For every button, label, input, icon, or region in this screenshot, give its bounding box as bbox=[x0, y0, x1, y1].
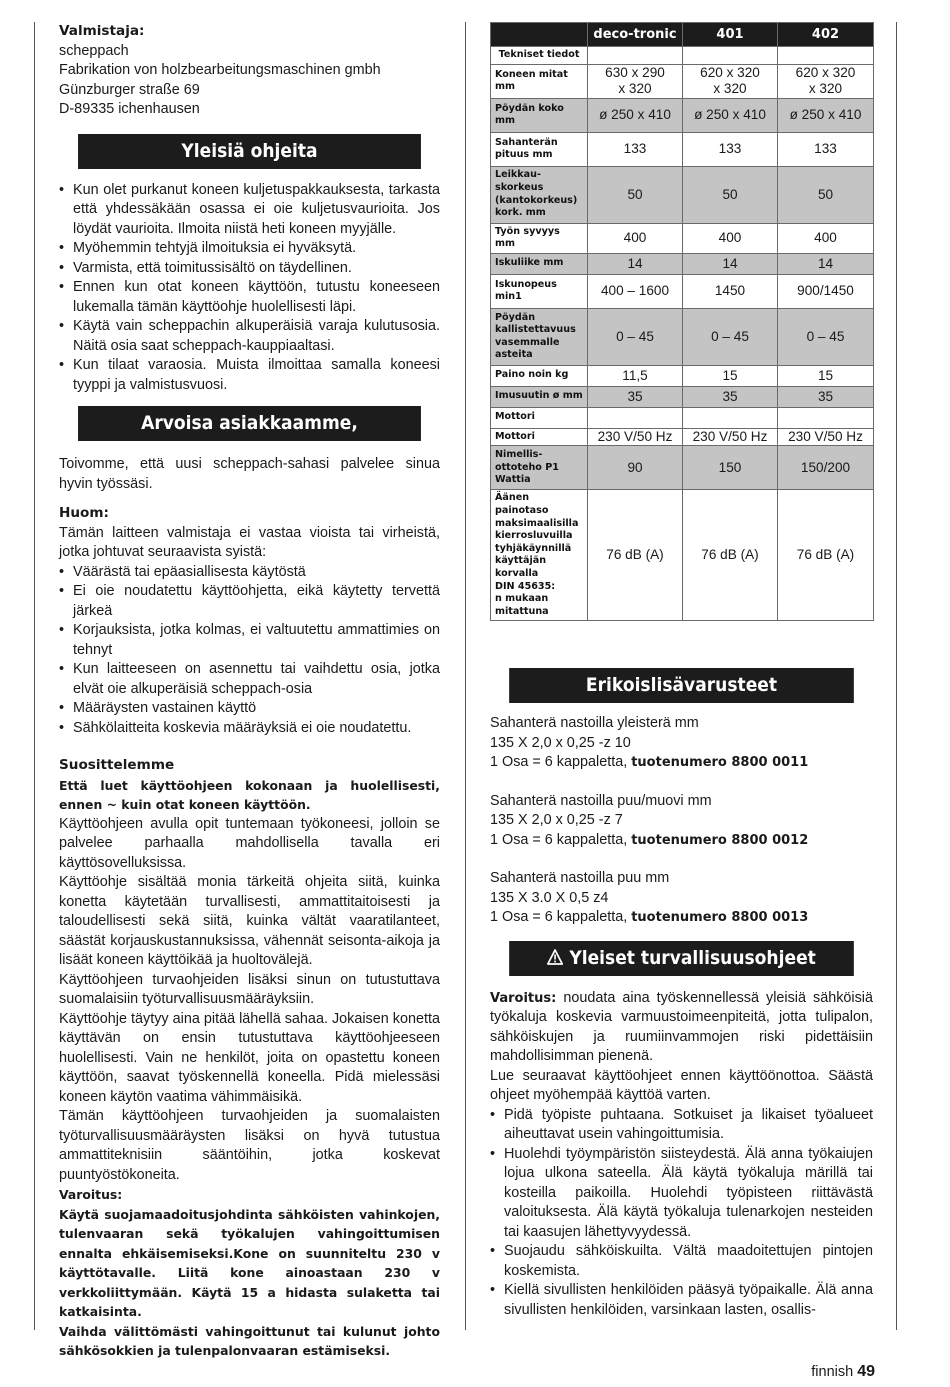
table-header-model: 402 bbox=[778, 23, 874, 47]
table-cell: ø 250 x 410 bbox=[588, 98, 683, 132]
table-row-label: Pöydän koko mm bbox=[491, 98, 588, 132]
table-cell: 230 V/50 Hz bbox=[588, 428, 683, 446]
right-column bbox=[490, 22, 873, 1320]
table-row-label: Iskunopeus min1 bbox=[491, 274, 588, 308]
table-row bbox=[491, 490, 874, 621]
table-cell: 50 bbox=[588, 166, 683, 223]
table-row bbox=[491, 274, 874, 308]
list-item: • Myöhemmin tehtyjä ilmoituksia ei hyväksytä. bbox=[59, 239, 440, 259]
table-cell: 1450 bbox=[683, 274, 778, 308]
note-list bbox=[59, 563, 440, 739]
recommend-paragraph: Käyttöohjeen avulla opit tuntemaan työkoneesi, jolloin se palvelee parhaalla mahdollisella tavalla eri käyttösovelluksissa. bbox=[59, 815, 440, 871]
table-row-label: Imusuutin ø mm bbox=[491, 386, 588, 407]
general-instructions-list bbox=[59, 181, 440, 396]
table-cell: 0 – 45 bbox=[588, 308, 683, 365]
safety-warning bbox=[490, 989, 873, 1067]
list-item: • Kiellä sivullisten henkilöiden pääsyä työpaikalle. Älä anna sivullisten henkilöiden, varsinkaan lasten, osallis- bbox=[490, 1281, 873, 1320]
table-cell: 35 bbox=[588, 386, 683, 407]
table-cell: 150/200 bbox=[778, 446, 874, 490]
maker-line: scheppach bbox=[59, 42, 129, 59]
table-cell-empty bbox=[683, 407, 778, 428]
table-cell: 150 bbox=[683, 446, 778, 490]
warning-bold-text: Käytä suojamaadoitusjohdinta sähköisten vahinkojen, tulenvaaran sekä työkalujen vahingoittumisen ennalta ehkäisemiseksi.Kone on suunniteltu 230 v käyttötavalle. Liitä kone ainoastaan 230 v verkkoliittymään. Käytä 15 a hidasta sulaketta tai katkaisinta. bbox=[59, 1206, 440, 1319]
table-cell: 90 bbox=[588, 446, 683, 490]
table-row-label: Iskuliike mm bbox=[491, 253, 588, 274]
list-item: • Määräysten vastainen käyttö bbox=[59, 699, 440, 719]
table-cell: 620 x 320 x 320 bbox=[683, 64, 778, 98]
table-cell: ø 250 x 410 bbox=[778, 98, 874, 132]
table-cell: 230 V/50 Hz bbox=[778, 428, 874, 446]
table-header-model: deco-tronic bbox=[588, 23, 683, 47]
warning-label: Varoitus: bbox=[59, 1187, 123, 1202]
table-cell-empty bbox=[778, 47, 874, 65]
table-cell: 15 bbox=[683, 365, 778, 386]
table-cell: 76 dB (A) bbox=[683, 490, 778, 621]
table-section-row bbox=[491, 407, 874, 428]
accessory-qty: 1 Osa = 6 kappaletta, bbox=[490, 909, 628, 926]
table-cell: 35 bbox=[683, 386, 778, 407]
list-item: • Käytä vain scheppachin alkuperäisiä varaja kulutusosia. Näitä osia saat scheppach-kauppiaaltasi. bbox=[59, 317, 440, 356]
table-cell: 0 – 45 bbox=[778, 308, 874, 365]
maker-line: Günzburger straße 69 bbox=[59, 81, 200, 98]
list-item: • Korjauksista, jotka kolmas, ei valtuutettu ammattimies on tehnyt bbox=[59, 621, 440, 660]
list-item: • Pidä työpiste puhtaana. Sotkuiset ja likaiset työalueet aiheuttavat usein vahingoittumisia. bbox=[490, 1106, 873, 1145]
table-cell: 133 bbox=[588, 132, 683, 166]
recommend-bold: Että luet käyttöohjeen kokonaan ja huolellisesti, ennen ~ kuin otat koneen käyttöön. bbox=[59, 777, 440, 812]
recommend-paragraph: Käyttöohje täytyy aina pitää lähellä sahaa. Jokaisen konetta käyttävän on ensin tutustuttava käyttöohjeeseen huolellisesti. Vain ne henkilöt, joita on opastettu koneen käyttöön, saavat työskennellä koneella. Pidä mielessäsi koneen käytön vaatima vähimmäisikä. bbox=[59, 1010, 440, 1105]
safety-list bbox=[490, 1106, 873, 1321]
table-row-label: Työn syvyys mm bbox=[491, 223, 588, 253]
table-cell: 900/1450 bbox=[778, 274, 874, 308]
recommend-heading: Suosittelemme bbox=[59, 757, 175, 773]
table-cell: 76 dB (A) bbox=[588, 490, 683, 621]
table-row bbox=[491, 223, 874, 253]
maker-address bbox=[59, 42, 440, 120]
warning-triangle-icon bbox=[547, 941, 563, 976]
table-row bbox=[491, 446, 874, 490]
table-row-label: Leikkau- skorkeus (kantokorkeus) kork. mm bbox=[491, 166, 588, 223]
left-margin-rule bbox=[34, 22, 35, 1330]
accessory-size: 135 X 2,0 x 0,25 -z 10 bbox=[490, 734, 631, 751]
table-row bbox=[491, 365, 874, 386]
accessory-item bbox=[490, 869, 873, 928]
accessory-qty: 1 Osa = 6 kappaletta, bbox=[490, 831, 628, 848]
safety-warning-label: Varoitus: bbox=[490, 990, 557, 1006]
table-row bbox=[491, 428, 874, 446]
table-cell-empty bbox=[778, 407, 874, 428]
accessory-order bbox=[490, 753, 873, 773]
accessory-item bbox=[490, 714, 873, 773]
table-row-label: Pöydän kallistettavuus vasemmalle asteita bbox=[491, 308, 588, 365]
table-header-row bbox=[491, 23, 874, 47]
table-row bbox=[491, 386, 874, 407]
table-row-label: Mottori bbox=[491, 428, 588, 446]
table-cell-empty bbox=[588, 407, 683, 428]
accessory-product-number: tuotenumero 8800 0012 bbox=[631, 832, 809, 848]
table-cell: 50 bbox=[683, 166, 778, 223]
footer-language: finnish bbox=[811, 1364, 854, 1380]
table-cell: 400 bbox=[778, 223, 874, 253]
right-margin-rule bbox=[896, 22, 897, 1330]
list-item: • Sähkölaitteita koskevia määräyksiä ei oie noudatettu. bbox=[59, 719, 440, 739]
safety-warning-text: noudata aina työskennellessä yleisiä sähköisiä työkaluja koskevia varmuustoimeenpiteitä, jotta tulipalon, sähköiskujen ja ruumiinvammojen riski pidettäisiin mahdollisimman pienenä. bbox=[490, 989, 873, 1065]
safety-title: Yleiset turvallisuusohjeet bbox=[569, 946, 816, 969]
accessory-order bbox=[490, 908, 873, 928]
table-row bbox=[491, 98, 874, 132]
table-cell: 620 x 320 x 320 bbox=[778, 64, 874, 98]
column-divider-rule bbox=[465, 22, 466, 1330]
page-number: 49 bbox=[857, 1363, 875, 1380]
note-text: Tämän laitteen valmistaja ei vastaa vioista tai virheistä, jotka johtuvat seuraavista syistä: bbox=[59, 524, 440, 560]
safety-read-text: Lue seuraavat käyttöohjeet ennen käyttöönottoa. Säästä ohjeet myöhempää käyttöä varten. bbox=[490, 1067, 873, 1104]
recommend-paragraph: Käyttöohje sisältää monia tärkeitä ohjeita siitä, kuinka konetta käytetään turvallisesti, ammattitaitoisesti ja taloudellisesti sekä siitä, kuinka vältät vaaratilanteet, säästät korjauskustannuksissa, vähennät seisonta-aikoja ja lisäät koneen käyttöikää ja huoltovälejä. bbox=[59, 874, 440, 968]
table-cell: 76 dB (A) bbox=[778, 490, 874, 621]
table-cell-empty bbox=[588, 47, 683, 65]
table-header-model: 401 bbox=[683, 23, 778, 47]
left-column bbox=[59, 22, 440, 1361]
table-cell: ø 250 x 410 bbox=[683, 98, 778, 132]
table-row bbox=[491, 132, 874, 166]
table-cell: 400 bbox=[683, 223, 778, 253]
table-cell: 400 – 1600 bbox=[588, 274, 683, 308]
table-cell: 35 bbox=[778, 386, 874, 407]
accessory-qty: 1 Osa = 6 kappaletta, bbox=[490, 754, 628, 771]
section-heading-general: Yleisiä ohjeita bbox=[78, 134, 421, 169]
table-cell: 230 V/50 Hz bbox=[683, 428, 778, 446]
accessory-product-number: tuotenumero 8800 0013 bbox=[631, 910, 809, 926]
table-cell: 14 bbox=[683, 253, 778, 274]
table-cell-empty bbox=[683, 47, 778, 65]
accessory-list bbox=[490, 714, 873, 928]
maker-label: Valmistaja: bbox=[59, 23, 145, 39]
accessory-item bbox=[490, 792, 873, 851]
list-item: • Suojaudu sähköiskuilta. Vältä maadoitettujen pintojen koskemista. bbox=[490, 1242, 873, 1281]
table-row bbox=[491, 253, 874, 274]
section-heading-customer: Arvoisa asiakkaamme, bbox=[78, 406, 421, 441]
note-heading: Huom: bbox=[59, 505, 109, 521]
section-heading-safety bbox=[509, 941, 854, 976]
table-cell: 14 bbox=[588, 253, 683, 274]
table-cell: 400 bbox=[588, 223, 683, 253]
table-cell: 14 bbox=[778, 253, 874, 274]
recommend-paragraph: Tämän käyttöohjeen turvaohjeiden ja suomalaisten työturvallisuusmääräysten lisäksi on hyvä tutustua ammattiteknisiin sääntöihin, jotka koskevat puuntyöstökoneita. bbox=[59, 1108, 440, 1183]
table-cell: 11,5 bbox=[588, 365, 683, 386]
table-subheader-row bbox=[491, 47, 874, 65]
table-header-blank bbox=[491, 23, 588, 47]
accessory-product-number: tuotenumero 8800 0011 bbox=[631, 755, 809, 771]
table-cell: 133 bbox=[683, 132, 778, 166]
accessory-name: Sahanterä nastoilla yleisterä mm bbox=[490, 715, 699, 732]
table-cell: 630 x 290 x 320 bbox=[588, 64, 683, 98]
list-item: • Kun tilaat varaosia. Muista ilmoittaa samalla koneesi tyyppi ja valmistusvuosi. bbox=[59, 356, 440, 395]
accessory-order bbox=[490, 831, 873, 851]
list-item: • Ennen kun otat koneen käyttöön, tutustu koneeseen lukemalla tämän käyttöohje huolellisesti läpi. bbox=[59, 278, 440, 317]
accessory-name: Sahanterä nastoilla puu mm bbox=[490, 870, 670, 887]
maker-line: D-89335 ichenhausen bbox=[59, 101, 200, 117]
table-row-label: Äänen painotaso maksimaalisilla kierrosluvuilla tyhjäkäynnillä käyttäjän korvalla DIN 45635: n mukaan mitattuna bbox=[491, 490, 588, 621]
table-row-label: Sahanterän pituus mm bbox=[491, 132, 588, 166]
recommend-paragraph: Käyttöohjeen turvaohjeiden lisäksi sinun on tutustuttava suomalaisiin työturvallisuusmääräyksiin. bbox=[59, 971, 440, 1007]
table-cell: 133 bbox=[778, 132, 874, 166]
table-row-label: Paino noin kg bbox=[491, 365, 588, 386]
list-item: • Väärästä tai epäasiallisesta käytöstä bbox=[59, 563, 440, 583]
table-cell: 0 – 45 bbox=[683, 308, 778, 365]
table-section-label: Mottori bbox=[491, 407, 588, 428]
accessory-name: Sahanterä nastoilla puu/muovi mm bbox=[490, 792, 712, 809]
list-item: • Huolehdi työympäristön siisteydestä. Älä anna työkaiujen lojua ulkona sateella. Älä käytä työkaluja märillä tai kosteilla paikoilla. Huolehdi työpisteen riittävästä valoituksesta. Älä käytä työkaluja tulenarkojen nesteiden tai kaasujen lähettyvyydessä. bbox=[490, 1145, 873, 1243]
warning-bold-text: Vaihda välittömästi vahingoittunut tai kulunut johto sähkösokkien ja tulenpalonvaaran estämiseksi. bbox=[59, 1323, 440, 1358]
list-item: • Varmista, että toimitussisältö on täydellinen. bbox=[59, 259, 440, 279]
table-row-label: Nimellis- ottoteho P1 Wattia bbox=[491, 446, 588, 490]
accessory-size: 135 X 3.0 X 0,5 z4 bbox=[490, 889, 609, 906]
maker-line: Fabrikation von holzbearbeitungsmaschinen gmbh bbox=[59, 62, 381, 78]
table-row bbox=[491, 64, 874, 98]
table-row bbox=[491, 308, 874, 365]
table-row bbox=[491, 166, 874, 223]
list-item: • Kun olet purkanut koneen kuljetuspakkauksesta, tarkasta että yhdessäkään osassa ei oie kuljetusvaurioita. Jos löydät vaurioita. Ilmoita niistä heti koneen myyjälle. bbox=[59, 181, 440, 240]
table-row-label: Koneen mitat mm bbox=[491, 64, 588, 98]
list-item: • Kun laitteeseen on asennettu tai vaihdettu osia, jotka elvät oie alkuperäisiä scheppach-osia bbox=[59, 660, 440, 699]
table-cell: 50 bbox=[778, 166, 874, 223]
section-heading-accessories: Erikoislisävarusteet bbox=[509, 668, 854, 703]
customer-intro: Toivomme, että uusi scheppach-sahasi palvelee sinua hyvin työssäsi. bbox=[59, 456, 440, 492]
spec-table bbox=[490, 22, 874, 621]
page-footer bbox=[811, 1362, 875, 1383]
table-cell: 15 bbox=[778, 365, 874, 386]
table-subheader: Tekniset tiedot bbox=[491, 47, 588, 65]
accessory-size: 135 X 2,0 x 0,25 -z 7 bbox=[490, 812, 623, 829]
list-item: • Ei oie noudatettu käyttöohjetta, eikä käytetty tervettä järkeä bbox=[59, 582, 440, 621]
